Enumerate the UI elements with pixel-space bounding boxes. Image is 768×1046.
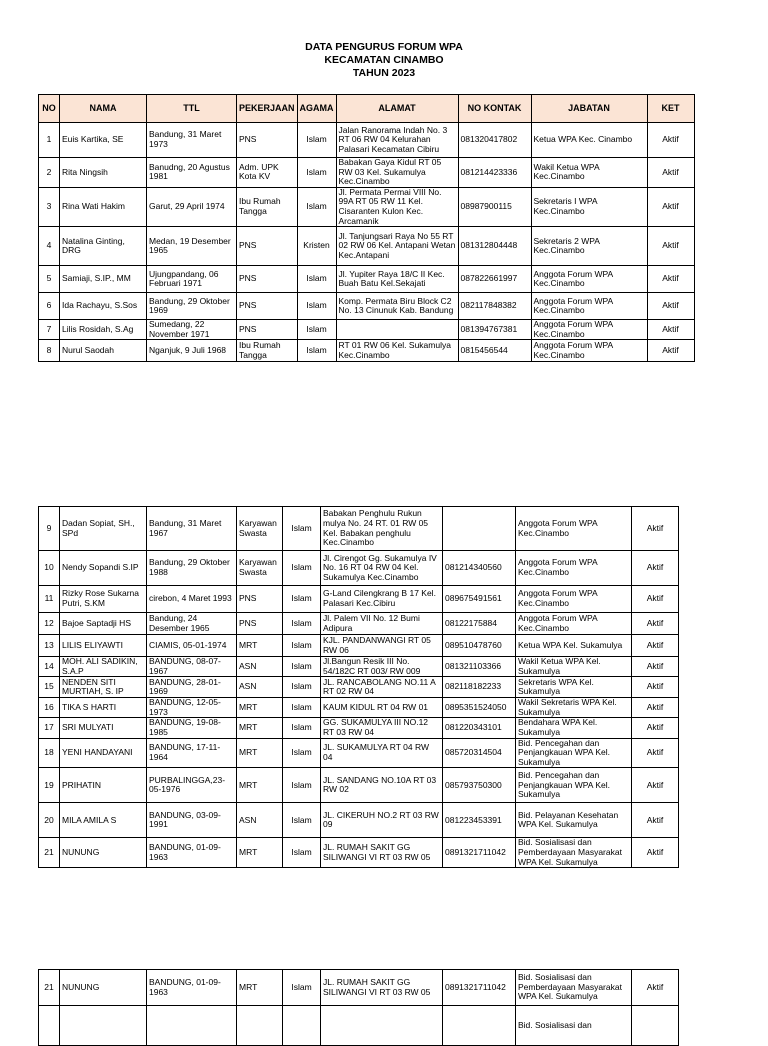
cell-ket: Aktif xyxy=(647,187,694,226)
cell-pekerjaan: Karyawan Swasta xyxy=(237,507,283,551)
cell-jabatan: Anggota Forum WPA Kec.Cinambo xyxy=(516,551,632,586)
cell-alamat: RT 01 RW 06 Kel. Sukamulya Kec.Cinambo xyxy=(336,340,458,362)
cell-pekerjaan: Ibu Rumah Tangga xyxy=(237,187,298,226)
cell-ket: Aktif xyxy=(647,320,694,340)
cell-ket: Aktif xyxy=(647,340,694,362)
cell-nama: PRIHATIN xyxy=(60,768,147,803)
cell-alamat: Jl. Yupiter Raya 18/C II Kec. Buah Batu Kel.Sekajati xyxy=(336,266,458,293)
cell-pekerjaan: PNS xyxy=(237,586,283,613)
cell-ttl: Bandung, 31 Maret 1967 xyxy=(147,507,237,551)
cell-kontak: 08122175884 xyxy=(443,613,516,635)
cell-ttl: BANDUNG, 19-08-1985 xyxy=(147,718,237,738)
cell-nama: NUNUNG xyxy=(60,838,147,868)
cell-no: 9 xyxy=(39,507,60,551)
cell-agama: Islam xyxy=(283,970,321,1006)
cell-alamat: JL. CIKERUH NO.2 RT 03 RW 09 xyxy=(321,803,443,838)
cell-pekerjaan: ASN xyxy=(237,803,283,838)
cell-nama: Nendy Sopandi S.IP xyxy=(60,551,147,586)
cell-alamat: JL. RUMAH SAKIT GG SILIWANGI VI RT 03 RW 05 xyxy=(321,970,443,1006)
table-row xyxy=(39,970,679,1006)
column-header-alamat: ALAMAT xyxy=(336,95,458,123)
cell-ttl: PURBALINGGA,23-05-1976 xyxy=(147,768,237,803)
cell-ket: Aktif xyxy=(632,768,679,803)
table-row xyxy=(39,718,679,738)
cell-kontak: 081321103366 xyxy=(443,657,516,677)
cell-jabatan: Wakil Ketua WPA Kec.Cinambo xyxy=(531,158,647,188)
table-row xyxy=(39,551,679,586)
table-row xyxy=(39,657,679,677)
cell-ket: Aktif xyxy=(632,657,679,677)
cell-alamat: JL. RUMAH SAKIT GG SILIWANGI VI RT 03 RW 05 xyxy=(321,838,443,868)
cell-nama: Ida Rachayu, S.Sos xyxy=(60,293,147,320)
column-header-agama: AGAMA xyxy=(297,95,336,123)
table-row xyxy=(39,768,679,803)
cell-jabatan: Ketua WPA Kec. Cinambo xyxy=(531,123,647,158)
cell-ttl: Bandung, 29 Oktober 1969 xyxy=(147,293,237,320)
cell-pekerjaan: PNS xyxy=(237,123,298,158)
officers-table-page-2 xyxy=(38,506,679,868)
table-row xyxy=(39,677,679,698)
cell-pekerjaan: PNS xyxy=(237,320,298,340)
cell-pekerjaan xyxy=(237,1006,283,1046)
cell-jabatan: Sekretaris I WPA Kec.Cinambo xyxy=(531,187,647,226)
cell-agama: Islam xyxy=(297,187,336,226)
cell-jabatan: Bid. Pencegahan dan Penjangkauan WPA Kel. Sukamulya xyxy=(516,738,632,768)
table-row xyxy=(39,698,679,718)
cell-no: 7 xyxy=(39,320,60,340)
cell-pekerjaan: MRT xyxy=(237,698,283,718)
cell-no: 6 xyxy=(39,293,60,320)
cell-no: 21 xyxy=(39,838,60,868)
cell-jabatan: Bid. Sosialisasi dan Pemberdayaan Masyarakat WPA Kel. Sukamulya xyxy=(516,970,632,1006)
cell-alamat xyxy=(336,320,458,340)
cell-jabatan: Bid. Sosialisasi dan Pemberdayaan Masyarakat WPA Kel. Sukamulya xyxy=(516,838,632,868)
column-header-kontak: NO KONTAK xyxy=(458,95,531,123)
table-row xyxy=(39,123,695,158)
cell-ttl: BANDUNG, 01-09-1963 xyxy=(147,838,237,868)
cell-kontak xyxy=(443,507,516,551)
title-line-2: KECAMATAN CINAMBO xyxy=(324,54,444,66)
table-row xyxy=(39,227,695,266)
cell-pekerjaan: PNS xyxy=(237,613,283,635)
cell-no: 14 xyxy=(39,657,60,677)
cell-alamat: G-Land Cilengkrang B 17 Kel. Palasari Kec.Cibiru xyxy=(321,586,443,613)
cell-ttl: CIAMIS, 05-01-1974 xyxy=(147,635,237,657)
cell-alamat: Jl.Bangun Resik III No. 54/182C RT 003/ RW 009 xyxy=(321,657,443,677)
cell-ket xyxy=(632,1006,679,1046)
cell-kontak: 081214340560 xyxy=(443,551,516,586)
table-header-row xyxy=(39,95,695,123)
cell-agama: Islam xyxy=(283,768,321,803)
cell-agama: Islam xyxy=(297,293,336,320)
cell-no: 8 xyxy=(39,340,60,362)
cell-jabatan: Wakil Sekretaris WPA Kel. Sukamulya xyxy=(516,698,632,718)
cell-agama: Islam xyxy=(297,320,336,340)
cell-ttl: BANDUNG, 03-09-1991 xyxy=(147,803,237,838)
cell-ttl: Medan, 19 Desember 1965 xyxy=(147,227,237,266)
table-row xyxy=(39,803,679,838)
cell-agama: Kristen xyxy=(297,227,336,266)
cell-nama: Dadan Sopiat, SH., SPd xyxy=(60,507,147,551)
cell-alamat: GG. SUKAMULYA III NO.12 RT 03 RW 04 xyxy=(321,718,443,738)
cell-nama: Rizky Rose Sukarna Putri, S.KM xyxy=(60,586,147,613)
title-line-1: DATA PENGURUS FORUM WPA xyxy=(305,41,463,53)
cell-jabatan: Anggota Forum WPA Kec.Cinambo xyxy=(531,266,647,293)
cell-nama: LILIS ELIYAWTI xyxy=(60,635,147,657)
cell-jabatan: Bendahara WPA Kel. Sukamulya xyxy=(516,718,632,738)
cell-ket: Aktif xyxy=(632,970,679,1006)
cell-agama xyxy=(283,1006,321,1046)
cell-agama: Islam xyxy=(297,340,336,362)
cell-ttl: Sumedang, 22 November 1971 xyxy=(147,320,237,340)
cell-jabatan: Anggota Forum WPA Kec.Cinambo xyxy=(516,613,632,635)
cell-jabatan: Anggota Forum WPA Kec.Cinambo xyxy=(516,586,632,613)
cell-ttl: Bandung, 29 Oktober 1988 xyxy=(147,551,237,586)
officers-table-page-1 xyxy=(38,94,695,362)
cell-ttl: Ujungpandang, 06 Februari 1971 xyxy=(147,266,237,293)
cell-pekerjaan: MRT xyxy=(237,838,283,868)
cell-alamat: Jl. Permata Permai VIII No. 99A RT 05 RW 11 Kel. Cisaranten Kulon Kec. Arcamanik xyxy=(336,187,458,226)
cell-kontak: 085793750300 xyxy=(443,768,516,803)
cell-pekerjaan: MRT xyxy=(237,738,283,768)
cell-alamat: Komp. Permata Biru Block C2 No. 13 Cinunuk Kab. Bandung xyxy=(336,293,458,320)
cell-agama: Islam xyxy=(297,158,336,188)
cell-nama: Nurul Saodah xyxy=(60,340,147,362)
cell-agama: Islam xyxy=(283,551,321,586)
table-row xyxy=(39,613,679,635)
cell-no: 18 xyxy=(39,738,60,768)
cell-pekerjaan: PNS xyxy=(237,266,298,293)
cell-agama: Islam xyxy=(283,635,321,657)
cell-no: 13 xyxy=(39,635,60,657)
cell-agama: Islam xyxy=(283,677,321,698)
cell-ket: Aktif xyxy=(632,551,679,586)
cell-nama: Lilis Rosidah, S.Ag xyxy=(60,320,147,340)
cell-kontak: 085720314504 xyxy=(443,738,516,768)
cell-agama: Islam xyxy=(283,657,321,677)
column-header-ket: KET xyxy=(647,95,694,123)
cell-ket: Aktif xyxy=(632,635,679,657)
cell-kontak: 0895351524050 xyxy=(443,698,516,718)
cell-pekerjaan: MRT xyxy=(237,718,283,738)
cell-no: 19 xyxy=(39,768,60,803)
cell-alamat: KAUM KIDUL RT 04 RW 01 xyxy=(321,698,443,718)
cell-kontak: 081320417802 xyxy=(458,123,531,158)
cell-pekerjaan: Ibu Rumah Tangga xyxy=(237,340,298,362)
cell-nama: SRI MULYATI xyxy=(60,718,147,738)
cell-alamat: KJL. PANDANWANGI RT 05 RW 06 xyxy=(321,635,443,657)
cell-jabatan: Anggota Forum WPA Kec.Cinambo xyxy=(531,293,647,320)
cell-kontak: 0815456544 xyxy=(458,340,531,362)
cell-jabatan: Bid. Pelayanan Kesehatan WPA Kel. Sukamulya xyxy=(516,803,632,838)
cell-jabatan: Anggota Forum WPA Kec.Cinambo xyxy=(516,507,632,551)
cell-pekerjaan: PNS xyxy=(237,293,298,320)
cell-no: 15 xyxy=(39,677,60,698)
cell-no: 16 xyxy=(39,698,60,718)
cell-ttl: BANDUNG, 17-11-1964 xyxy=(147,738,237,768)
cell-ket: Aktif xyxy=(632,586,679,613)
column-header-pekerjaan: PEKERJAAN xyxy=(237,95,298,123)
cell-ttl: Bandung, 24 Desember 1965 xyxy=(147,613,237,635)
cell-no: 10 xyxy=(39,551,60,586)
officers-table-page-3 xyxy=(38,969,679,1046)
cell-kontak: 087822661997 xyxy=(458,266,531,293)
cell-kontak: 0891321711042 xyxy=(443,838,516,868)
cell-ket: Aktif xyxy=(632,677,679,698)
cell-nama: NENDEN SITI MURTIAH, S. IP xyxy=(60,677,147,698)
cell-jabatan: Sekretaris WPA Kel. Sukamulya xyxy=(516,677,632,698)
cell-kontak: 081394767381 xyxy=(458,320,531,340)
cell-alamat: Babakan Penghulu Rukun mulya No. 24 RT. 01 RW 05 Kel. Babakan penghulu Kec.Cinambo xyxy=(321,507,443,551)
cell-jabatan: Sekretaris 2 WPA Kec.Cinambo xyxy=(531,227,647,266)
cell-ttl: Bandung, 31 Maret 1973 xyxy=(147,123,237,158)
cell-ttl: BANDUNG, 12-05-1973 xyxy=(147,698,237,718)
cell-pekerjaan: MRT xyxy=(237,970,283,1006)
table-row xyxy=(39,158,695,188)
cell-agama: Islam xyxy=(283,698,321,718)
table-row xyxy=(39,507,679,551)
table-row xyxy=(39,635,679,657)
table-row xyxy=(39,738,679,768)
column-header-ttl: TTL xyxy=(147,95,237,123)
cell-ttl xyxy=(147,1006,237,1046)
cell-nama: Natalina Ginting, DRG xyxy=(60,227,147,266)
cell-ket: Aktif xyxy=(632,718,679,738)
document-title xyxy=(0,41,768,80)
cell-ttl: Nganjuk, 9 Juli 1968 xyxy=(147,340,237,362)
cell-pekerjaan: ASN xyxy=(237,677,283,698)
cell-nama: Euis Kartika, SE xyxy=(60,123,147,158)
cell-kontak: 089675491561 xyxy=(443,586,516,613)
cell-no: 5 xyxy=(39,266,60,293)
cell-ttl: BANDUNG, 28-01-1969 xyxy=(147,677,237,698)
cell-alamat: Babakan Gaya Kidul RT 05 RW 03 Kel. Sukamulya Kec.Cinambo xyxy=(336,158,458,188)
table-row xyxy=(39,340,695,362)
cell-jabatan: Wakil Ketua WPA Kel. Sukamulya xyxy=(516,657,632,677)
cell-jabatan: Bid. Sosialisasi dan xyxy=(516,1006,632,1046)
cell-ket: Aktif xyxy=(632,838,679,868)
cell-no: 21 xyxy=(39,970,60,1006)
cell-alamat: Jl. Cirengot Gg. Sukamulya IV No. 16 RT 04 RW 04 Kel. Sukamulya Kec.Cinambo xyxy=(321,551,443,586)
cell-pekerjaan: Adm. UPK Kota KV xyxy=(237,158,298,188)
cell-alamat: JL. SANDANG NO.10A RT 03 RW 02 xyxy=(321,768,443,803)
cell-nama: NUNUNG xyxy=(60,970,147,1006)
cell-jabatan: Ketua WPA Kel. Sukamulya xyxy=(516,635,632,657)
cell-ket: Aktif xyxy=(647,158,694,188)
cell-alamat: JL. SUKAMULYA RT 04 RW 04 xyxy=(321,738,443,768)
cell-ttl: Banudng, 20 Agustus 1981 xyxy=(147,158,237,188)
cell-ttl: BANDUNG, 08-07-1967 xyxy=(147,657,237,677)
cell-pekerjaan: ASN xyxy=(237,657,283,677)
cell-pekerjaan: MRT xyxy=(237,768,283,803)
cell-ket: Aktif xyxy=(647,123,694,158)
column-header-jabatan: JABATAN xyxy=(531,95,647,123)
cell-no xyxy=(39,1006,60,1046)
cell-agama: Islam xyxy=(283,613,321,635)
table-row xyxy=(39,586,679,613)
cell-agama: Islam xyxy=(283,507,321,551)
cell-agama: Islam xyxy=(283,803,321,838)
cell-ttl: BANDUNG, 01-09-1963 xyxy=(147,970,237,1006)
cell-no: 17 xyxy=(39,718,60,738)
cell-no: 4 xyxy=(39,227,60,266)
cell-nama: Bajoe Saptadji HS xyxy=(60,613,147,635)
table-row xyxy=(39,187,695,226)
cell-no: 1 xyxy=(39,123,60,158)
cell-kontak: 081312804448 xyxy=(458,227,531,266)
cell-no: 11 xyxy=(39,586,60,613)
cell-kontak xyxy=(443,1006,516,1046)
cell-nama xyxy=(60,1006,147,1046)
cell-pekerjaan: PNS xyxy=(237,227,298,266)
cell-no: 3 xyxy=(39,187,60,226)
cell-pekerjaan: MRT xyxy=(237,635,283,657)
column-header-nama: NAMA xyxy=(60,95,147,123)
cell-nama: Rita Ningsih xyxy=(60,158,147,188)
cell-jabatan: Anggota Forum WPA Kec.Cinambo xyxy=(531,320,647,340)
cell-ket: Aktif xyxy=(647,293,694,320)
cell-ttl: Garut, 29 April 1974 xyxy=(147,187,237,226)
table-row xyxy=(39,1006,679,1046)
title-line-3: TAHUN 2023 xyxy=(352,67,416,79)
cell-ket: Aktif xyxy=(632,698,679,718)
table-row xyxy=(39,266,695,293)
cell-ket: Aktif xyxy=(632,738,679,768)
cell-ket: Aktif xyxy=(647,266,694,293)
cell-jabatan: Bid. Pencegahan dan Penjangkauan WPA Kel. Sukamulya xyxy=(516,768,632,803)
cell-pekerjaan: Karyawan Swasta xyxy=(237,551,283,586)
cell-kontak: 089510478760 xyxy=(443,635,516,657)
cell-nama: Samiaji, S.IP., MM xyxy=(60,266,147,293)
cell-kontak: 0891321711042 xyxy=(443,970,516,1006)
cell-ket: Aktif xyxy=(647,227,694,266)
cell-alamat: Jl. Palem VII No. 12 Bumi Adipura xyxy=(321,613,443,635)
cell-kontak: 08987900115 xyxy=(458,187,531,226)
cell-nama: MOH. ALI SADIKIN, S.A.P xyxy=(60,657,147,677)
cell-agama: Islam xyxy=(283,718,321,738)
cell-kontak: 082118182233 xyxy=(443,677,516,698)
cell-no: 2 xyxy=(39,158,60,188)
cell-agama: Islam xyxy=(297,266,336,293)
cell-alamat xyxy=(321,1006,443,1046)
cell-ket: Aktif xyxy=(632,613,679,635)
cell-alamat: Jl. Tanjungsari Raya No 55 RT 02 RW 06 Kel. Antapani Wetan Kec.Antapani xyxy=(336,227,458,266)
cell-ket: Aktif xyxy=(632,507,679,551)
cell-no: 20 xyxy=(39,803,60,838)
cell-agama: Islam xyxy=(283,738,321,768)
cell-alamat: Jalan Ranorama Indah No. 3 RT 06 RW 04 Kelurahan Palasari Kecamatan Cibiru xyxy=(336,123,458,158)
cell-kontak: 082117848382 xyxy=(458,293,531,320)
table-row xyxy=(39,293,695,320)
cell-ttl: cirebon, 4 Maret 1993 xyxy=(147,586,237,613)
cell-kontak: 081220343101 xyxy=(443,718,516,738)
table-row xyxy=(39,320,695,340)
cell-agama: Islam xyxy=(297,123,336,158)
cell-agama: Islam xyxy=(283,586,321,613)
cell-jabatan: Anggota Forum WPA Kec.Cinambo xyxy=(531,340,647,362)
cell-nama: Rina Wati Hakim xyxy=(60,187,147,226)
cell-kontak: 081214423336 xyxy=(458,158,531,188)
table-row xyxy=(39,838,679,868)
cell-no: 12 xyxy=(39,613,60,635)
cell-ket: Aktif xyxy=(632,803,679,838)
cell-nama: YENI HANDAYANI xyxy=(60,738,147,768)
cell-kontak: 081223453391 xyxy=(443,803,516,838)
column-header-no: NO xyxy=(39,95,60,123)
cell-nama: MILA AMILA S xyxy=(60,803,147,838)
cell-nama: TIKA S HARTI xyxy=(60,698,147,718)
cell-alamat: JL. RANCABOLANG NO.11 A RT 02 RW 04 xyxy=(321,677,443,698)
cell-agama: Islam xyxy=(283,838,321,868)
